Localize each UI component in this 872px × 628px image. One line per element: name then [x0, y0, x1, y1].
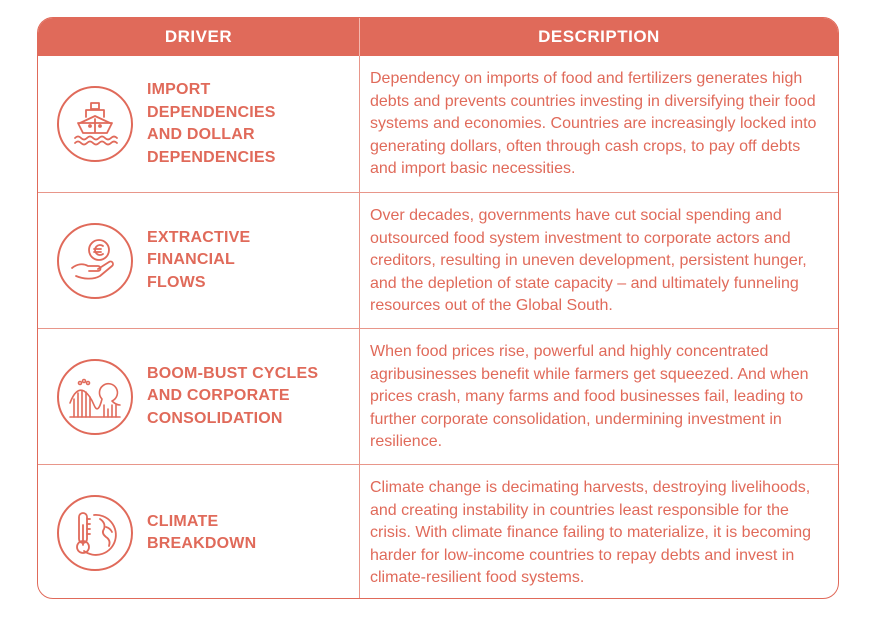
driver-label: IMPORT DEPENDENCIES AND DOLLAR DEPENDENCIES: [147, 81, 276, 166]
ship-icon: [57, 86, 133, 162]
rollercoaster-icon: [57, 359, 133, 435]
driver-cell: [38, 193, 360, 328]
table-row: [38, 464, 838, 599]
table-row: [38, 56, 838, 192]
description-cell: When food prices rise, powerful and highly concentrated agribusinesses benefit while farmers get squeezed. And when prices crash, many farms and food businesses fail, leading to further corporate consolidation, undermining investment in resilience.: [370, 343, 809, 450]
header-driver: DRIVER: [38, 18, 360, 56]
description-cell: Climate change is decimating harvests, destroying livelihoods, and creating instability in countries least responsible for the crisis. With climate finance failing to materialize, it is becoming harder for low-income countries to repay debts and invest in climate-resilient food systems.: [370, 479, 812, 586]
thermometer-globe-icon: [57, 495, 133, 571]
description-cell: Over decades, governments have cut social spending and outsourced food system investment to corporate actors and creditors, resulting in uneven development, persistent hunger, and the depletion of state capacity – and ultimately funneling resources out of the Global South.: [370, 207, 807, 314]
driver-cell: [38, 329, 360, 464]
euro-hand-icon: [57, 223, 133, 299]
driver-cell: [38, 465, 360, 599]
table-row: [38, 328, 838, 464]
driver-label: CLIMATE BREAKDOWN: [147, 512, 257, 552]
description-cell: Dependency on imports of food and fertilizers generates high debts and prevents countries investing in diversifying their food systems and economies. Countries are increasingly locked into generating dollars, often through cash crops, to pay off debts and import basic necessities.: [370, 70, 817, 177]
header-description: DESCRIPTION: [538, 27, 660, 46]
driver-cell: [38, 56, 360, 192]
table-header: [38, 18, 838, 56]
driver-label: BOOM-BUST CYCLES AND CORPORATE CONSOLIDATION: [147, 364, 319, 427]
table-row: [38, 192, 838, 328]
drivers-table: [37, 17, 839, 599]
driver-label: EXTRACTIVE FINANCIAL FLOWS: [147, 228, 251, 291]
